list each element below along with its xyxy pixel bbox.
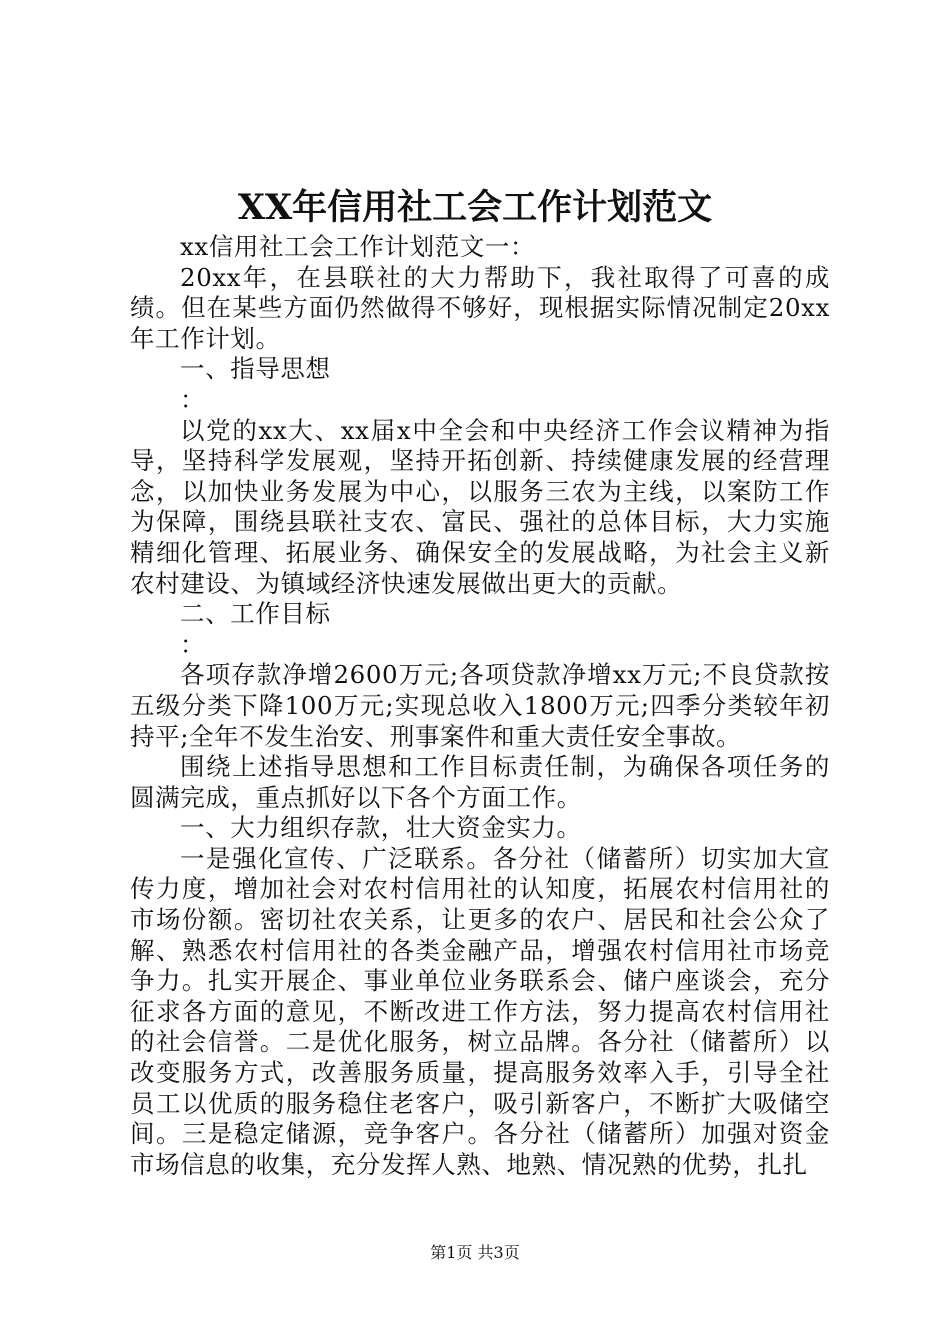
document-body — [130, 232, 830, 1180]
page-footer: 第1页 共3页 — [430, 1243, 520, 1262]
document-title: XX年信用社工会工作计划范文 — [237, 187, 713, 228]
heading-deposits: 一、大力组织存款，壮大资金实力。 — [180, 813, 582, 843]
paragraph-deposits: 一是强化宣传、广泛联系。各分社（储蓄所）切实加大宣传力度，增加社会对农村信用社的认知度，拓展农村信用社的市场份额。密切社农关系，让更多的农户、居民和社会公众了解、熟悉农村信用社的各类金融产品，增强农村信用社市场竞争力。扎实开展企、事业单位业务联系会、储户座谈会，充分征求各方面的意见，不断改进工作方法，努力提高农村信用社的社会信誉。二是优化服务，树立品牌。各分社（储蓄所）以改变服务方式，改善服务质量，提高服务效率入手，引导全社员工以优质的服务稳住老客户，吸引新客户，不断扩大吸储空间。三是稳定储源，竞争客户。各分社（储蓄所）加强对资金市场信息的收集，充分发挥人熟、地熟、情况熟的优势，扎扎 — [130, 843, 830, 1179]
colon-line: ： — [180, 384, 206, 414]
paragraph-overview: 20xx年，在县联社的大力帮助下，我社取得了可喜的成绩。但在某些方面仍然做得不够好，现根据实际情况制定20xx年工作计划。 — [130, 262, 830, 353]
paragraph-guiding-ideology: 以党的xx大、xx届x中全会和中央经济工作会议精神为指导，坚持科学发展观，坚持开拓创新、持续健康发展的经营理念，以加快业务发展为中心，以服务三农为主线，以案防工作为保障，围绕县联社支农、富民、强社的总体目标，大力实施精细化管理、拓展业务、确保安全的发展战略，为社会主义新农村建设、为镇域经济快速发展做出更大的贡献。 — [130, 415, 830, 598]
paragraph-work-goals: 各项存款净增2600万元;各项贷款净增xx万元;不良贷款按五级分类下降100万元;实现总收入1800万元;四季分类较年初持平;全年不发生治安、刑事案件和重大责任安全事故。 — [130, 660, 830, 751]
colon-line: ： — [180, 629, 206, 659]
heading-work-goals: 二、工作目标 — [180, 599, 331, 629]
heading-guiding-ideology: 一、指导思想 — [180, 354, 331, 384]
paragraph-intro: xx信用社工会工作计划范文一： — [180, 232, 536, 261]
paragraph-focus: 围绕上述指导思想和工作目标责任制，为确保各项任务的圆满完成，重点抓好以下各个方面工作。 — [130, 752, 830, 812]
